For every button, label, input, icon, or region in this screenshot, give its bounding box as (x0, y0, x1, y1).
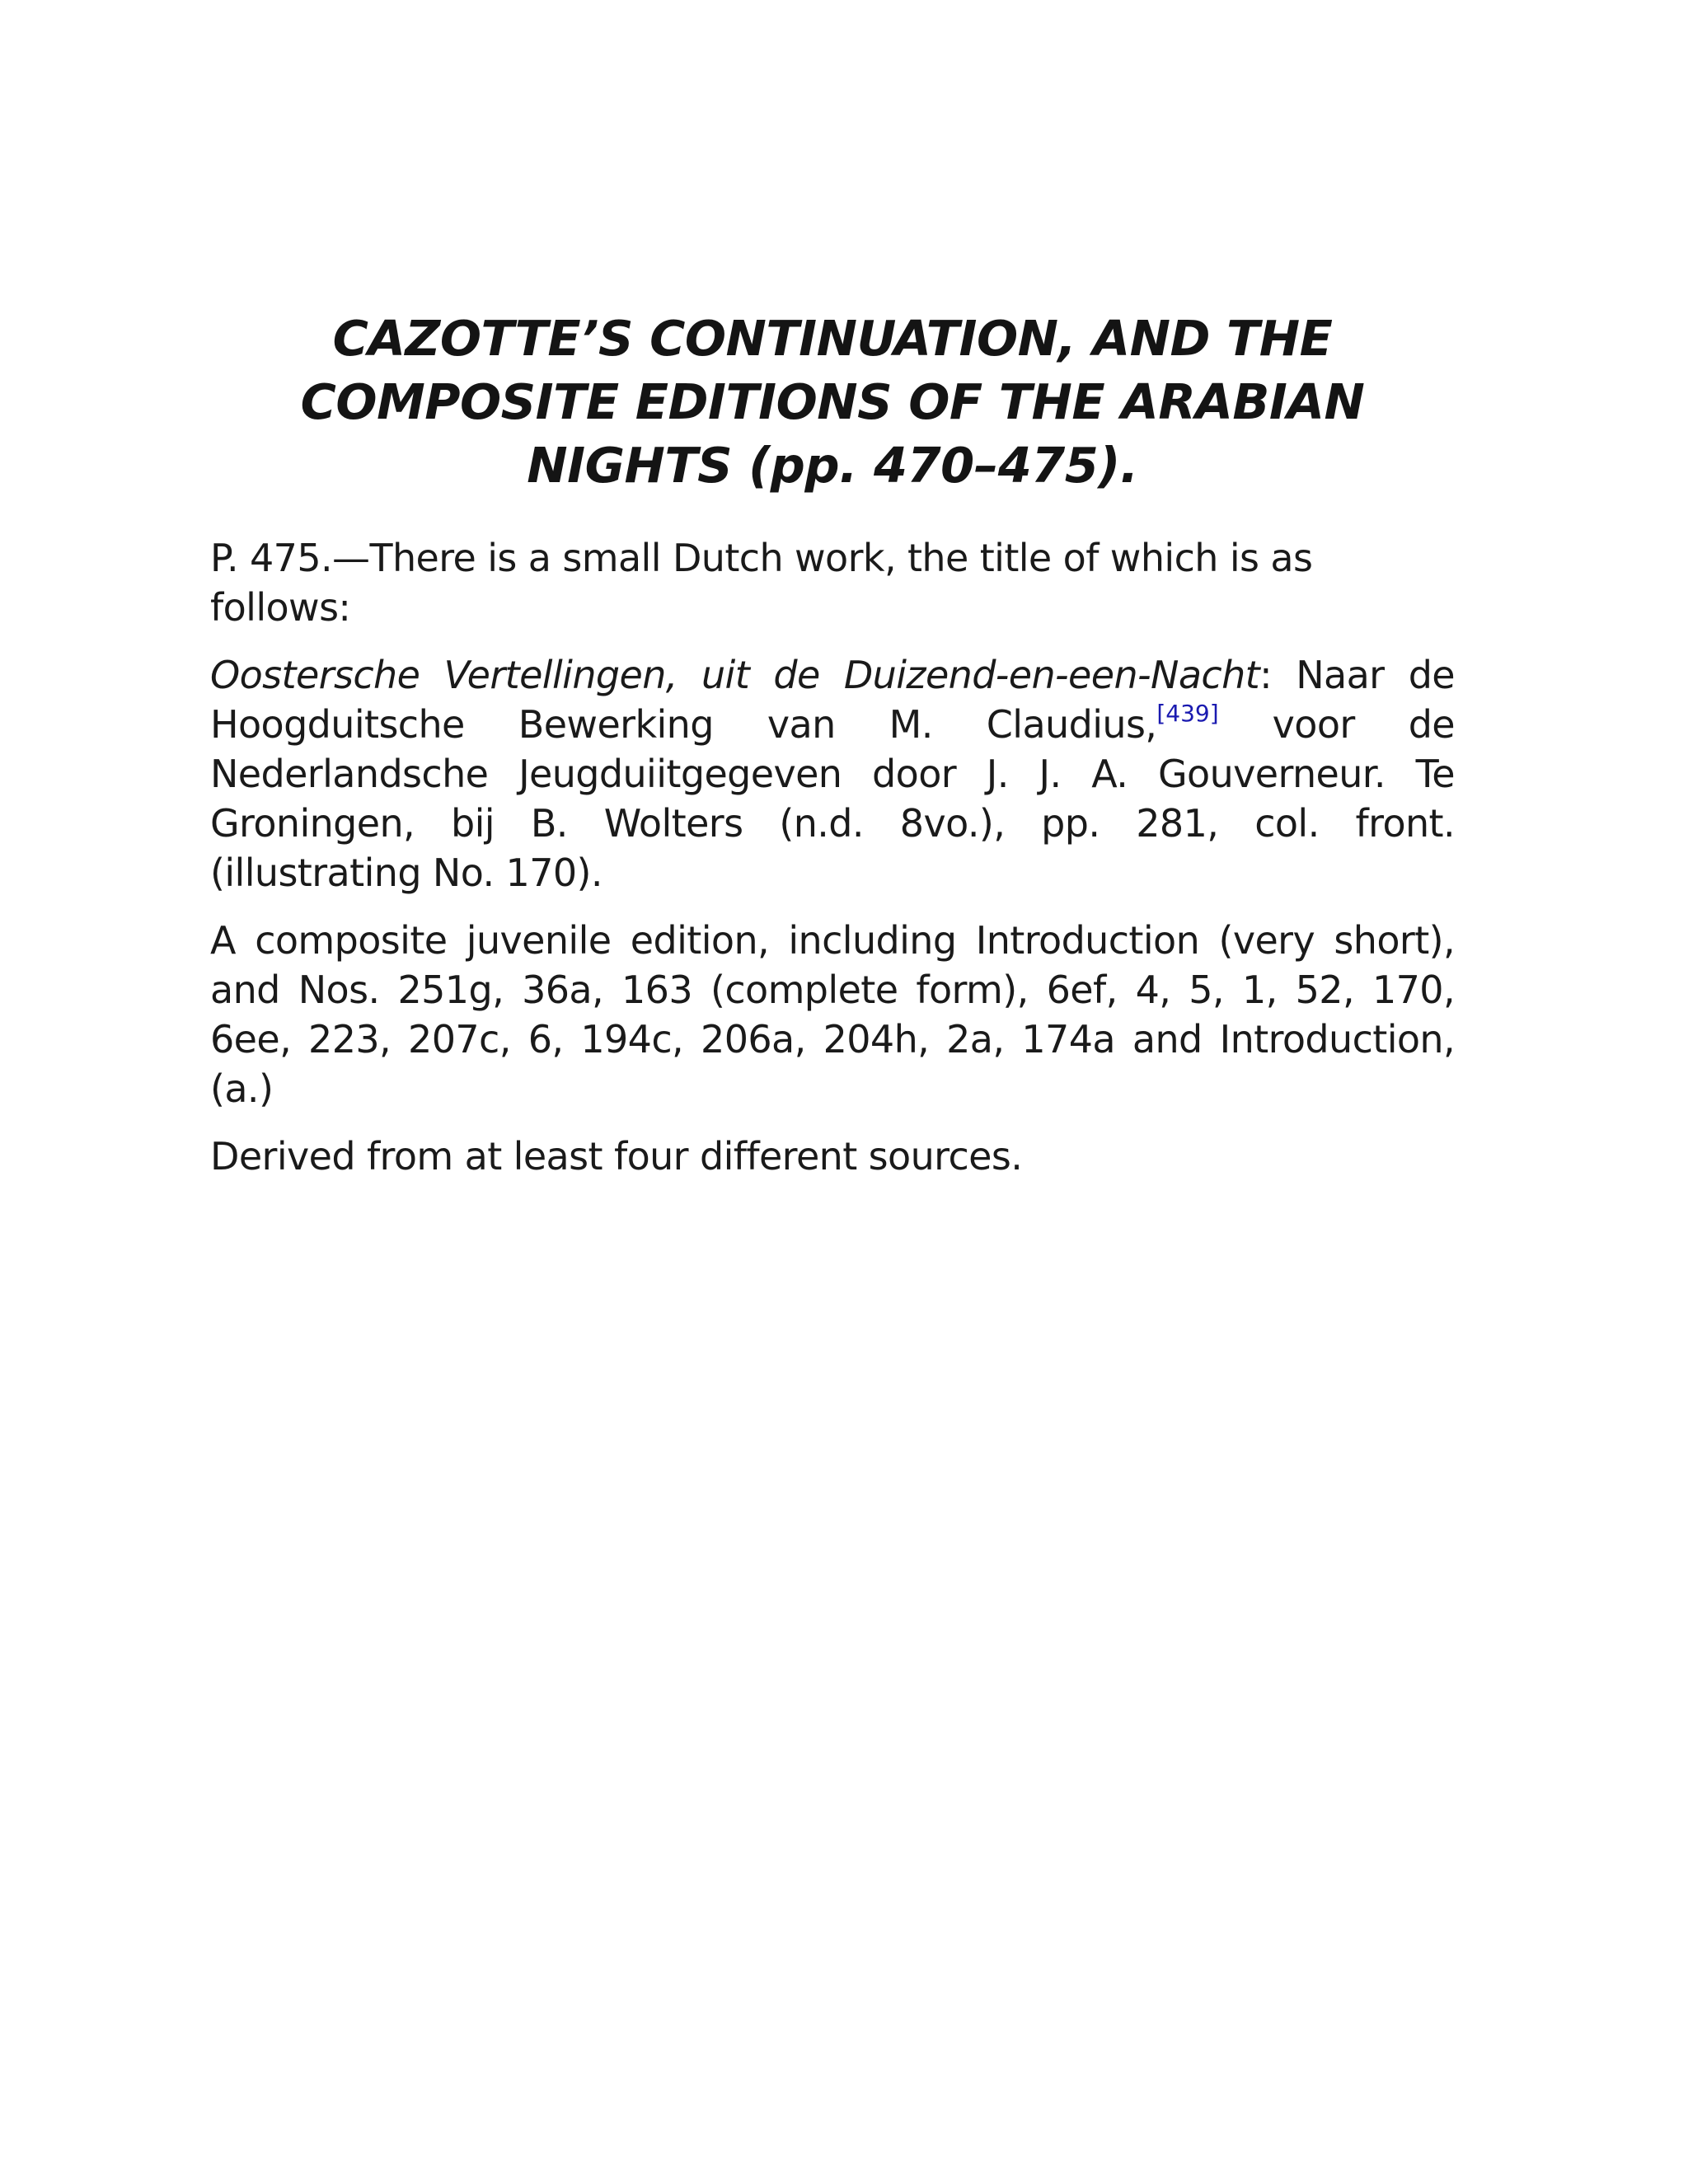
title-line-3: NIGHTS (pp. 470–475). (527, 437, 1138, 494)
footnote-link[interactable]: [439] (1156, 700, 1219, 727)
title-line-2: COMPOSITE EDITIONS OF THE ARABIAN (300, 373, 1365, 430)
page-body (210, 307, 1455, 1199)
chapter-title (210, 307, 1455, 497)
book-title: Oostersche Vertellingen, uit de Duizend-en-een-Nacht (210, 653, 1260, 697)
title-line-1: CAZOTTE’S CONTINUATION, AND THE (332, 310, 1333, 367)
paragraph-intro: P. 475.—There is a small Dutch work, the title of which is as follows: (210, 536, 1313, 630)
citation-text-a: : Naar de Hoogduitsche Bewerking van M. Claudius, (210, 653, 1455, 747)
paragraph-contents: A composite juvenile edition, including Introduction (very short), and Nos. 251g, 36a, 163 (complete form), 6ef, 4, 5, 1, 52, 170, 6ee, 223, 207c, 6, 194c, 206a, 204h, 2a, 174a and Introduction, (a.) (210, 918, 1455, 1111)
paragraph-citation (210, 650, 1455, 898)
citation-text-b: voor de Nederlandsche Jeugduiitgegeven door J. J. A. Gouverneur. Te Groningen, bij B. Wolters (n.d. 8vo.), pp. 281, col. front. (illustrating No. 170). (210, 702, 1455, 895)
paragraph-sources: Derived from at least four different sources. (210, 1134, 1023, 1179)
